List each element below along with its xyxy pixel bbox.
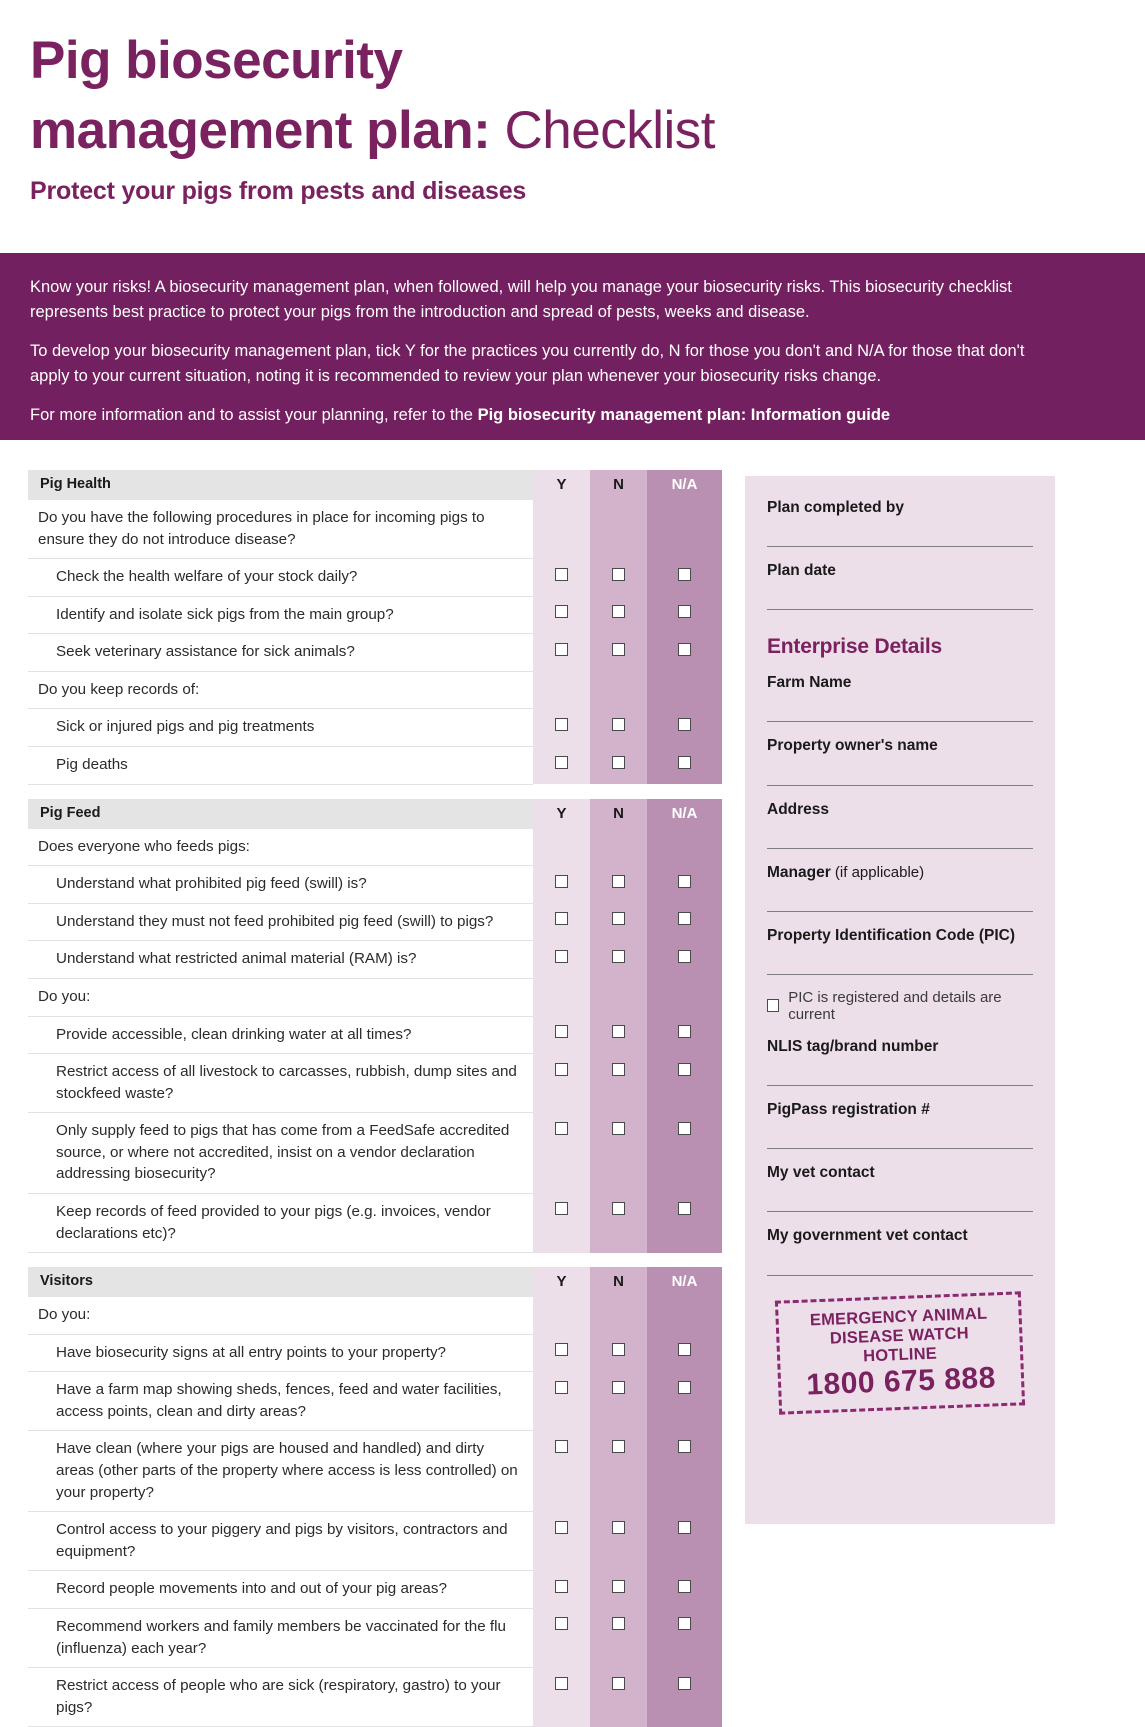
checkbox-yes-cell[interactable] — [533, 1668, 590, 1727]
emergency-hotline-stamp — [775, 1291, 1025, 1414]
checkbox-yes-cell[interactable] — [533, 1054, 590, 1113]
section-header-row — [28, 799, 722, 829]
question-text: Control access to your piggery and pigs by visitors, contractors and equipment? — [28, 1512, 533, 1571]
question-text: Provide accessible, clean drinking water at all times? — [28, 1016, 533, 1054]
section-header-row — [28, 470, 722, 500]
title-text-2-light: Checklist — [490, 101, 715, 161]
checkbox-na-cell[interactable] — [647, 1668, 722, 1727]
question-text: Restrict access of people who are sick (respiratory, gastro) to your pigs? — [28, 1668, 533, 1727]
checklist-question-row — [28, 596, 722, 634]
checkbox-na-cell[interactable] — [647, 1113, 722, 1194]
checkbox-yes-cell[interactable] — [533, 1372, 590, 1431]
checkbox-yes-cell[interactable] — [533, 634, 590, 672]
label-manager-note: (if applicable) — [830, 863, 925, 881]
checkbox-no[interactable] — [612, 950, 625, 963]
checkbox-yes[interactable] — [555, 950, 568, 963]
page-subtitle: Protect your pigs from pests and diseases — [30, 176, 527, 205]
spacer-cell — [28, 784, 533, 799]
checkbox-na-cell — [647, 1297, 722, 1334]
checkbox-no[interactable] — [612, 1343, 625, 1356]
label-plan-completed-by: Plan completed by — [767, 499, 904, 516]
checkbox-yes[interactable] — [555, 1381, 568, 1394]
checklist-question-row — [28, 559, 722, 597]
label-nlis: NLIS tag/brand number — [767, 1037, 939, 1055]
checkbox-yes-cell[interactable] — [533, 1431, 590, 1512]
question-group-row — [28, 671, 722, 709]
checkbox-na-cell — [647, 978, 722, 1016]
field-my-government-vet-contact[interactable] — [767, 1275, 1033, 1276]
checkbox-no-cell[interactable] — [590, 1054, 647, 1113]
checkbox-yes[interactable] — [555, 643, 568, 656]
checkbox-no-cell[interactable] — [590, 747, 647, 785]
question-text: Understand what prohibited pig feed (swill) is? — [28, 866, 533, 904]
question-text: Check the health welfare of your stock daily? — [28, 559, 533, 597]
checkbox-no-cell — [590, 671, 647, 709]
question-group-row — [28, 1297, 722, 1334]
checkbox-no-cell[interactable] — [590, 903, 647, 941]
question-group-label: Do you have the following procedures in place for incoming pigs to ensure they do not introduce disease? — [28, 500, 533, 559]
pic-registered-label: PIC is registered and details are current — [788, 988, 1002, 1023]
question-text: Understand they must not feed prohibited pig feed (swill) to pigs? — [28, 903, 533, 941]
question-text: Record people movements into and out of your pig areas? — [28, 1571, 533, 1609]
checkbox-na-cell[interactable] — [647, 903, 722, 941]
label-farm-name: Farm Name — [767, 674, 852, 692]
column-header-na: N/A — [647, 799, 722, 829]
question-group-label: Do you keep records of: — [28, 671, 533, 709]
checkbox-no[interactable] — [612, 1122, 625, 1135]
checkbox-yes[interactable] — [555, 912, 568, 925]
checkbox-na-cell[interactable] — [647, 1608, 722, 1667]
checkbox-yes[interactable] — [555, 1025, 568, 1038]
checkbox-no-cell — [590, 978, 647, 1016]
checklist-question-row — [28, 866, 722, 904]
checkbox-na-cell — [647, 829, 722, 866]
question-group-row — [28, 500, 722, 559]
checkbox-no-cell[interactable] — [590, 941, 647, 979]
label-manager — [767, 863, 1033, 883]
question-text: Have a farm map showing sheds, fences, feed and water facilities, access points, clean and dirty areas? — [28, 1372, 533, 1431]
checklist-question-row — [28, 941, 722, 979]
checkbox-no[interactable] — [612, 1677, 625, 1690]
checklist-question-row — [28, 1431, 722, 1512]
checkbox-na-cell[interactable] — [647, 709, 722, 747]
checkbox-no[interactable] — [612, 568, 625, 581]
checkbox-no[interactable] — [612, 1617, 625, 1630]
checkbox-na[interactable] — [678, 1677, 691, 1690]
checkbox-no-cell[interactable] — [590, 634, 647, 672]
label-plan-date: Plan date — [767, 562, 836, 580]
checkbox-no-cell — [590, 1297, 647, 1334]
checklist-question-row — [28, 634, 722, 672]
checkbox-na-cell[interactable] — [647, 1372, 722, 1431]
enterprise-details-heading: Enterprise Details — [767, 635, 942, 659]
checkbox-no[interactable] — [612, 912, 625, 925]
column-header-yes: Y — [533, 470, 590, 500]
checkbox-na[interactable] — [678, 1521, 691, 1534]
field-my-vet-contact[interactable] — [767, 1211, 1033, 1212]
checklist-question-row — [28, 1113, 722, 1194]
checkbox-na-cell[interactable] — [647, 1193, 722, 1252]
checkbox-na[interactable] — [678, 1617, 691, 1630]
field-nlis[interactable] — [767, 1085, 1033, 1086]
checkbox-na-cell[interactable] — [647, 1571, 722, 1609]
checklist-question-row — [28, 1372, 722, 1431]
question-group-row — [28, 978, 722, 1016]
checkbox-yes[interactable] — [555, 1122, 568, 1135]
checkbox-yes-cell[interactable] — [533, 1016, 590, 1054]
question-text: Identify and isolate sick pigs from the main group? — [28, 596, 533, 634]
checkbox-no-cell[interactable] — [590, 1334, 647, 1372]
hotline-stamp-container — [767, 1296, 1033, 1410]
checkbox-yes[interactable] — [555, 1343, 568, 1356]
checkbox-na-cell[interactable] — [647, 634, 722, 672]
label-pic: Property Identification Code (PIC) — [767, 926, 1016, 944]
checkbox-na[interactable] — [678, 1025, 691, 1038]
checkbox-no[interactable] — [612, 1202, 625, 1215]
checkbox-na-cell[interactable] — [647, 596, 722, 634]
enterprise-details-sidebar — [745, 476, 1055, 1524]
question-group-label: Does everyone who feeds pigs: — [28, 829, 533, 866]
checkbox-yes-cell — [533, 500, 590, 559]
checkbox-no[interactable] — [612, 1580, 625, 1593]
checkbox-no[interactable] — [612, 1521, 625, 1534]
checkbox-yes-cell — [533, 671, 590, 709]
checkbox-yes-cell[interactable] — [533, 903, 590, 941]
checkbox-na[interactable] — [678, 875, 691, 888]
checkbox-yes[interactable] — [555, 605, 568, 618]
checkbox-no-cell[interactable] — [590, 1608, 647, 1667]
checklist-question-row — [28, 747, 722, 785]
checkbox-yes[interactable] — [555, 1521, 568, 1534]
spacer-cell — [28, 1253, 533, 1268]
spacer-cell-yes — [533, 784, 590, 799]
checkbox-yes[interactable] — [555, 875, 568, 888]
checkbox-na-cell[interactable] — [647, 559, 722, 597]
hotline-phone-number: 1800 675 888 — [805, 1361, 997, 1402]
banner-paragraph-1: Know your risks! A biosecurity management plan, when followed, will help you manage your biosecurity risks. This biosecurity checklist represents best practice to protect your pigs from the introduction and spread of pests, weeks and disease. — [30, 278, 1012, 322]
checkbox-na[interactable] — [678, 1202, 691, 1215]
checkbox-yes[interactable] — [555, 1580, 568, 1593]
checkbox-no[interactable] — [612, 756, 625, 769]
checkbox-no-cell[interactable] — [590, 559, 647, 597]
checklist-question-row — [28, 1512, 722, 1571]
checkbox-no-cell — [590, 829, 647, 866]
banner-paragraph-3 — [30, 403, 1040, 428]
checkbox-yes-cell[interactable] — [533, 1608, 590, 1667]
checkbox-na[interactable] — [678, 1122, 691, 1135]
label-property-owner-name: Property owner's name — [767, 737, 938, 755]
checkbox-na-cell — [647, 671, 722, 709]
checkbox-na[interactable] — [678, 1343, 691, 1356]
checkbox-no-cell — [590, 500, 647, 559]
checklist-question-row — [28, 1054, 722, 1113]
label-manager-bold: Manager — [767, 863, 831, 881]
title-text-2-bold: management plan: — [30, 101, 491, 161]
column-header-no: N — [590, 799, 647, 829]
checkbox-no-cell[interactable] — [590, 1372, 647, 1431]
section-spacer — [28, 1253, 722, 1268]
question-text: Have biosecurity signs at all entry points to your property? — [28, 1334, 533, 1372]
checkbox-na[interactable] — [678, 950, 691, 963]
checkbox-no-cell[interactable] — [590, 1113, 647, 1194]
checkbox-yes-cell[interactable] — [533, 941, 590, 979]
document-header — [0, 0, 1145, 206]
information-guide-reference: Pig biosecurity management plan: Information guide — [477, 406, 891, 425]
field-pic[interactable] — [767, 974, 1033, 975]
checkbox-no[interactable] — [612, 1440, 625, 1453]
checkbox-na-cell[interactable] — [647, 1334, 722, 1372]
checklist-table-container — [28, 470, 722, 1727]
page-title-line-1 — [30, 26, 1115, 96]
field-property-owner-name[interactable] — [767, 785, 1033, 786]
section-title: Pig Health — [28, 470, 533, 500]
checkbox-yes-cell[interactable] — [533, 747, 590, 785]
question-text: Only supply feed to pigs that has come from a FeedSafe accredited source, or where not accredited, insist on a vendor declaration addressing biosecurity? — [28, 1113, 533, 1194]
checkbox-no-cell[interactable] — [590, 1668, 647, 1727]
question-group-row — [28, 829, 722, 866]
checkbox-na-cell[interactable] — [647, 747, 722, 785]
checkbox-yes[interactable] — [555, 1202, 568, 1215]
checkbox-na[interactable] — [678, 605, 691, 618]
spacer-cell-no — [590, 784, 647, 799]
spacer-cell-na — [647, 784, 722, 799]
checklist-question-row — [28, 1193, 722, 1252]
title-text-1: Pig biosecurity — [30, 31, 403, 90]
checkbox-no-cell[interactable] — [590, 1016, 647, 1054]
hotline-line-1: EMERGENCY ANIMAL — [809, 1304, 988, 1329]
question-text: Seek veterinary assistance for sick animals? — [28, 634, 533, 672]
field-address[interactable] — [767, 848, 1033, 849]
checkbox-no-cell[interactable] — [590, 1512, 647, 1571]
spacer-cell-no — [590, 1253, 647, 1268]
field-plan-date[interactable] — [767, 609, 1033, 610]
banner-paragraph-3-prefix: For more information and to assist your planning, refer to the — [30, 406, 478, 425]
pic-registered-checkbox[interactable] — [767, 999, 779, 1012]
checkbox-yes-cell[interactable] — [533, 709, 590, 747]
checkbox-no[interactable] — [612, 605, 625, 618]
checkbox-no-cell[interactable] — [590, 1431, 647, 1512]
question-text: Have clean (where your pigs are housed and handled) and dirty areas (other parts of the property where access is less controlled) on your property? — [28, 1431, 533, 1512]
checklist-question-row — [28, 1016, 722, 1054]
spacer-cell-na — [647, 1253, 722, 1268]
label-address: Address — [767, 800, 830, 818]
checkbox-yes[interactable] — [555, 568, 568, 581]
checkbox-na-cell[interactable] — [647, 941, 722, 979]
question-text: Understand what restricted animal material (RAM) is? — [28, 941, 533, 979]
checklist-question-row — [28, 1668, 722, 1727]
intro-banner — [0, 253, 1145, 440]
checkbox-na[interactable] — [678, 1440, 691, 1453]
checkbox-yes-cell[interactable] — [533, 1334, 590, 1372]
question-group-label: Do you: — [28, 978, 533, 1016]
checkbox-no[interactable] — [612, 1063, 625, 1076]
checkbox-na[interactable] — [678, 1381, 691, 1394]
checkbox-na[interactable] — [678, 718, 691, 731]
checkbox-na-cell[interactable] — [647, 1016, 722, 1054]
checkbox-no-cell[interactable] — [590, 1193, 647, 1252]
checkbox-na[interactable] — [678, 643, 691, 656]
checkbox-yes-cell[interactable] — [533, 1113, 590, 1194]
checkbox-na[interactable] — [678, 568, 691, 581]
checklist-question-row — [28, 1608, 722, 1667]
section-spacer — [28, 784, 722, 799]
checklist-question-row — [28, 1334, 722, 1372]
checkbox-yes[interactable] — [555, 1677, 568, 1690]
checkbox-na-cell[interactable] — [647, 866, 722, 904]
checkbox-yes[interactable] — [555, 718, 568, 731]
column-header-no: N — [590, 1267, 647, 1297]
checkbox-no-cell[interactable] — [590, 596, 647, 634]
label-my-vet-contact: My vet contact — [767, 1164, 875, 1182]
field-plan-completed-by[interactable] — [767, 546, 1033, 547]
checkbox-yes-cell[interactable] — [533, 866, 590, 904]
checkbox-yes-cell[interactable] — [533, 1571, 590, 1609]
checklist-question-row — [28, 1571, 722, 1609]
checkbox-no[interactable] — [612, 1381, 625, 1394]
checkbox-no-cell[interactable] — [590, 1571, 647, 1609]
checkbox-yes[interactable] — [555, 756, 568, 769]
checkbox-na-cell — [647, 500, 722, 559]
question-text: Keep records of feed provided to your pigs (e.g. invoices, vendor declarations etc)? — [28, 1193, 533, 1252]
checklist-question-row — [28, 709, 722, 747]
checklist-table — [28, 470, 722, 1727]
checkbox-na-cell[interactable] — [647, 1512, 722, 1571]
checkbox-na-cell[interactable] — [647, 1431, 722, 1512]
checkbox-no-cell[interactable] — [590, 866, 647, 904]
column-header-na: N/A — [647, 1267, 722, 1297]
pic-registered-checkbox-row[interactable] — [767, 989, 1033, 1023]
checkbox-na[interactable] — [678, 756, 691, 769]
checkbox-yes-cell[interactable] — [533, 1193, 590, 1252]
checkbox-no[interactable] — [612, 643, 625, 656]
page-title-line-2 — [30, 96, 1115, 166]
field-farm-name[interactable] — [767, 721, 1033, 722]
question-group-label: Do you: — [28, 1297, 533, 1334]
spacer-cell-yes — [533, 1253, 590, 1268]
checkbox-yes-cell[interactable] — [533, 596, 590, 634]
main-content — [0, 470, 1145, 1716]
question-text: Sick or injured pigs and pig treatments — [28, 709, 533, 747]
checkbox-no[interactable] — [612, 1025, 625, 1038]
checkbox-na-cell[interactable] — [647, 1054, 722, 1113]
checkbox-yes-cell — [533, 1297, 590, 1334]
checkbox-yes[interactable] — [555, 1617, 568, 1630]
question-text: Pig deaths — [28, 747, 533, 785]
hotline-line-2: DISEASE WATCH HOTLINE — [829, 1323, 970, 1365]
checkbox-no-cell[interactable] — [590, 709, 647, 747]
question-text: Recommend workers and family members be vaccinated for the flu (influenza) each year? — [28, 1608, 533, 1667]
checkbox-no[interactable] — [612, 875, 625, 888]
field-manager[interactable] — [767, 911, 1033, 912]
section-title: Visitors — [28, 1267, 533, 1297]
checkbox-na[interactable] — [678, 1063, 691, 1076]
column-header-yes: Y — [533, 799, 590, 829]
checkbox-yes[interactable] — [555, 1063, 568, 1076]
field-pigpass[interactable] — [767, 1148, 1033, 1149]
section-title: Pig Feed — [28, 799, 533, 829]
checkbox-yes-cell — [533, 978, 590, 1016]
checkbox-na[interactable] — [678, 912, 691, 925]
banner-paragraph-2: To develop your biosecurity management plan, tick Y for the practices you currently do, N for those you don't and N/A for those that don't apply to your current situation, noting it is recommended to review your plan whenever your biosecurity risks change. — [30, 342, 1025, 386]
label-my-government-vet-contact: My government vet contact — [767, 1227, 968, 1245]
checklist-question-row — [28, 903, 722, 941]
checkbox-yes[interactable] — [555, 1440, 568, 1453]
column-header-na: N/A — [647, 470, 722, 500]
checkbox-yes-cell[interactable] — [533, 559, 590, 597]
label-pigpass: PigPass registration # — [767, 1101, 930, 1119]
checkbox-yes-cell — [533, 829, 590, 866]
column-header-no: N — [590, 470, 647, 500]
section-header-row — [28, 1267, 722, 1297]
question-text: Restrict access of all livestock to carcasses, rubbish, dump sites and stockfeed waste? — [28, 1054, 533, 1113]
checkbox-no[interactable] — [612, 718, 625, 731]
checkbox-na[interactable] — [678, 1580, 691, 1593]
column-header-yes: Y — [533, 1267, 590, 1297]
checkbox-yes-cell[interactable] — [533, 1512, 590, 1571]
